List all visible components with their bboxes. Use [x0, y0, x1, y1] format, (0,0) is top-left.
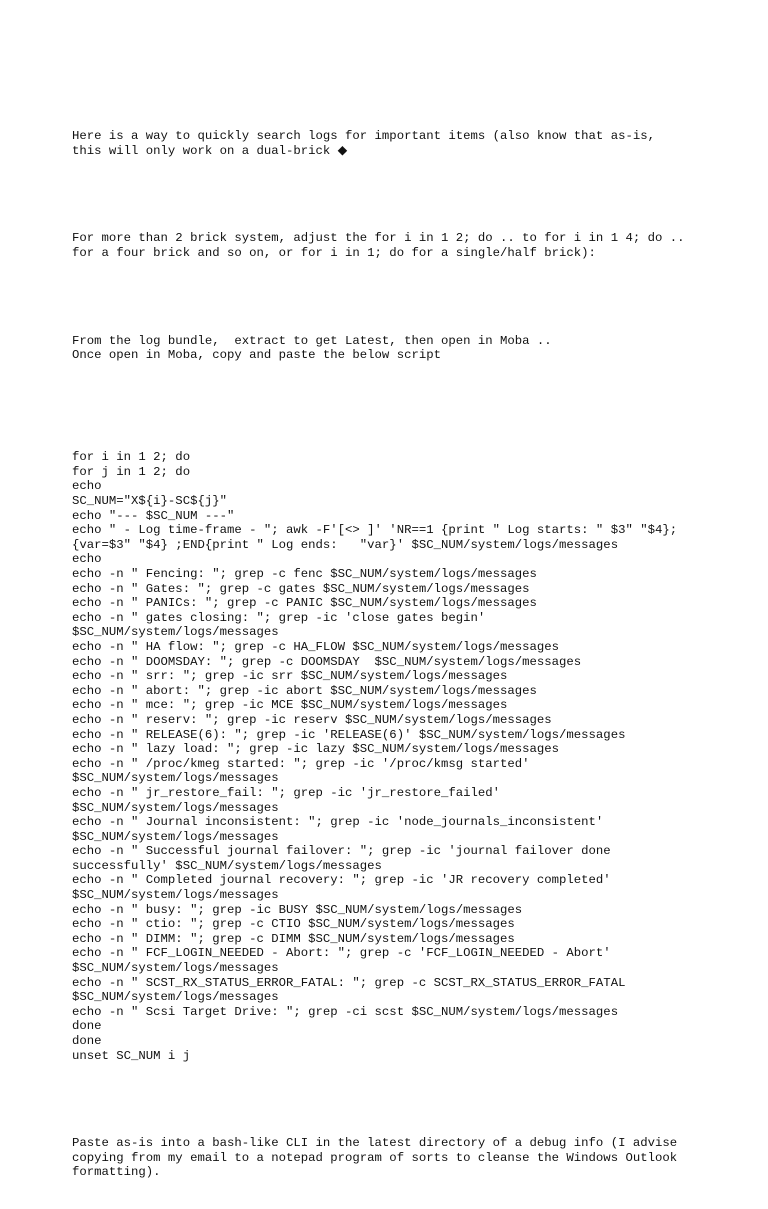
code-line: echo -n " ctio: "; grep -c CTIO $SC_NUM/system/logs/messages — [72, 917, 515, 932]
code-line: echo -n " Fencing: "; grep -c fenc $SC_NUM/system/logs/messages — [72, 567, 537, 581]
code-line: echo -n " Gates: "; grep -c gates $SC_NUM/system/logs/messages — [72, 581, 530, 596]
code-line: done — [72, 1019, 102, 1034]
instructions-paragraph — [72, 334, 712, 363]
code-line: echo "--- $SC_NUM ---" — [72, 508, 235, 523]
code-line: echo -n " /proc/kmeg started: "; grep -ic '/proc/kmsg started' — [72, 756, 530, 771]
document-body — [72, 100, 712, 1209]
code-line: echo -n " srr: "; grep -ic srr $SC_NUM/system/logs/messages — [72, 669, 508, 684]
code-line: echo -n " Journal inconsistent: "; grep -ic 'node_journals_inconsistent' — [72, 815, 604, 830]
code-line: echo -n " Successful journal failover: "; grep -ic 'journal failover done — [72, 844, 611, 859]
code-line: unset SC_NUM i j — [72, 1048, 191, 1063]
code-line: $SC_NUM/system/logs/messages — [72, 800, 279, 815]
text-line: formatting). — [72, 1165, 161, 1180]
code-line: echo -n " jr_restore_fail: "; grep -ic 'jr_restore_failed' — [72, 785, 501, 800]
code-line: $SC_NUM/system/logs/messages — [72, 888, 279, 903]
paragraph-spacer — [72, 188, 712, 203]
text-line: From the log bundle, extract to get Latest, then open in Moba .. — [72, 333, 552, 348]
text-line: Paste as-is into a bash-like CLI in the latest directory of a debug info (I advise — [72, 1136, 678, 1151]
code-line: echo -n " DOOMSDAY: "; grep -c DOOMSDAY $SC_NUM/system/logs/messages — [72, 654, 582, 669]
text-line: Once open in Moba, copy and paste the below script — [72, 348, 441, 363]
code-line: echo -n " gates closing: "; grep -ic 'close gates begin' — [72, 610, 486, 625]
adjust-paragraph — [72, 231, 712, 260]
code-line: echo -n " Scsi Target Drive: "; grep -ci scst $SC_NUM/system/logs/messages — [72, 1004, 619, 1019]
intro-paragraph — [72, 129, 712, 158]
code-line: echo -n " reserv: "; grep -ic reserv $SC_NUM/system/logs/messages — [72, 712, 552, 727]
text-line: For more than 2 brick system, adjust the for i in 1 2; do .. to for i in 1 4; do .. — [72, 231, 685, 246]
code-line: $SC_NUM/system/logs/messages — [72, 990, 279, 1005]
text-line: copying from my email to a notepad program of sorts to cleanse the Windows Outlook — [72, 1150, 678, 1165]
script-code-block — [72, 450, 712, 1063]
code-line: {var=$3" "$4} ;END{print " Log ends: "var}' $SC_NUM/system/logs/messages — [72, 537, 619, 552]
code-line: echo -n " PANICs: "; grep -c PANIC $SC_NUM/system/logs/messages — [72, 596, 537, 611]
code-line: echo -n " SCST_RX_STATUS_ERROR_FATAL: "; grep -c SCST_RX_STATUS_ERROR_FATAL — [72, 975, 626, 990]
code-line: $SC_NUM/system/logs/messages — [72, 771, 279, 786]
code-line: echo -n " mce: "; grep -ic MCE $SC_NUM/system/logs/messages — [72, 698, 508, 713]
code-line: successfully' $SC_NUM/system/logs/messages — [72, 858, 382, 873]
code-line: for j in 1 2; do — [72, 464, 191, 479]
code-line: echo -n " lazy load: "; grep -ic lazy $SC_NUM/system/logs/messages — [72, 742, 560, 757]
code-line: $SC_NUM/system/logs/messages — [72, 961, 279, 976]
code-line: echo -n " Completed journal recovery: "; grep -ic 'JR recovery completed' — [72, 873, 611, 888]
code-line: for i in 1 2; do — [72, 450, 191, 465]
code-line: echo -n " FCF_LOGIN_NEEDED - Abort: "; grep -c 'FCF_LOGIN_NEEDED - Abort' — [72, 946, 611, 961]
code-line: echo — [72, 479, 102, 494]
text-line: Here is a way to quickly search logs for important items (also know that as-is, — [72, 129, 655, 144]
code-line: echo -n " busy: "; grep -ic BUSY $SC_NUM/system/logs/messages — [72, 902, 523, 917]
code-line: echo " - Log time-frame - "; awk -F'[<> ]' 'NR==1 {print " Log starts: " $3" "$4}; — [72, 523, 678, 538]
code-line: SC_NUM="X${i}-SC${j}" — [72, 494, 227, 509]
code-line: $SC_NUM/system/logs/messages — [72, 625, 279, 640]
closing-paragraph — [72, 1136, 712, 1180]
text-line: for a four brick and so on, or for i in 1; do for a single/half brick): — [72, 245, 596, 260]
code-line: echo — [72, 552, 102, 567]
code-line: done — [72, 1034, 102, 1048]
code-line: echo -n " RELEASE(6): "; grep -ic 'RELEASE(6)' $SC_NUM/system/logs/messages — [72, 727, 626, 742]
paragraph-spacer — [72, 392, 712, 421]
code-line: echo -n " DIMM: "; grep -c DIMM $SC_NUM/system/logs/messages — [72, 931, 515, 946]
code-line: echo -n " HA flow: "; grep -c HA_FLOW $SC_NUM/system/logs/messages — [72, 639, 560, 654]
text-line: this will only work on a dual-brick ◆ — [72, 143, 348, 158]
paragraph-spacer — [72, 1092, 712, 1107]
code-line: $SC_NUM/system/logs/messages — [72, 829, 279, 844]
paragraph-spacer — [72, 290, 712, 305]
code-line: echo -n " abort: "; grep -ic abort $SC_NUM/system/logs/messages — [72, 683, 537, 698]
